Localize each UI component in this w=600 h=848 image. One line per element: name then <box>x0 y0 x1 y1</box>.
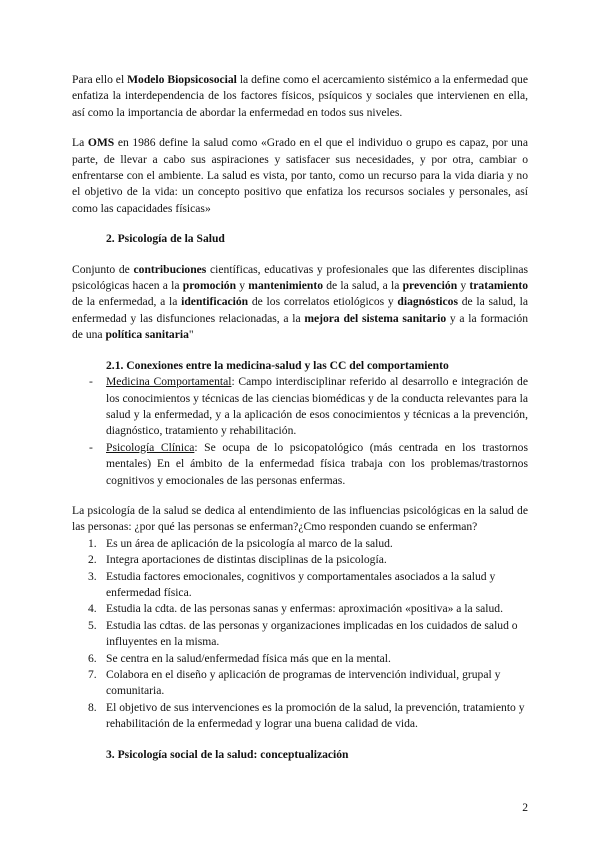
bold-term: prevención <box>402 279 458 293</box>
bold-term: promoción <box>182 279 237 293</box>
list-item <box>72 374 528 440</box>
list-item-text: Estudia la cdta. de las personas sanas y enfermas: aproximación «positiva» a la salud. <box>106 602 503 616</box>
paragraph-biopsychosocial-model <box>72 72 528 121</box>
subsection-heading-conexiones: 2.1. Conexiones entre la medicina-salud y las CC del comportamiento <box>106 358 449 372</box>
list-item <box>72 667 528 700</box>
text-run: de los correlatos etiológicos y <box>248 295 398 309</box>
list-number: 2. <box>88 553 97 567</box>
list-item-text: Integra aportaciones de distintas disciplinas de la psicología. <box>106 553 387 567</box>
numbered-list <box>72 536 528 733</box>
list-item <box>72 651 528 667</box>
list-item <box>72 536 528 552</box>
list-item <box>72 618 528 651</box>
list-number: 1. <box>88 536 97 550</box>
text-run: y <box>457 279 470 293</box>
bold-term: tratamiento <box>469 279 529 293</box>
list-item <box>72 552 528 568</box>
dash-list <box>72 374 528 489</box>
bold-term: política sanitaria <box>105 328 189 342</box>
dash-marker: - <box>89 440 93 454</box>
text-run: y a la formación de una <box>72 311 529 342</box>
paragraph-health-psychology-definition <box>72 262 528 344</box>
bold-term: Modelo Biopsicosocial <box>127 73 237 86</box>
list-item-text: : Campo interdisciplinar referido al desarrollo e integración de los conocimientos y técnicas de las ciencias biomédicas y de la conducta relevantes para la salud y la enfermedad, y a la aplicación de esos conocimientos y técnicas a la prevención, diagnóstico, tratamiento y rehabilitación. <box>106 375 528 438</box>
text-run: Conjunto de <box>72 262 134 276</box>
bold-term: OMS <box>87 136 115 150</box>
list-item-text: Estudia las cdtas. de las personas y organizaciones implicadas en los cuidados de salud o influyentes en la misma. <box>106 618 518 649</box>
list-number: 4. <box>88 602 97 616</box>
paragraph-health-psychology-scope: La psicología de la salud se dedica al entendimiento de las influencias psicológicas en la salud de las personas: ¿por qué las personas se enferman?¿Cmo responden cuando se enferman? <box>72 503 528 534</box>
list-item-text: Colabora en el diseño y aplicación de programas de intervención individual, grupal y comunitaria. <box>106 668 501 698</box>
list-item-text: : Se ocupa de lo psicopatológico (más centrada en los trastornos mentales) En el ámbito de la enfermedad física trabaja con los problemas/trastornos cognitivos y emocionales de las personas enfermas. <box>106 440 528 487</box>
underlined-term: Medicina Comportamental <box>106 375 232 389</box>
section-heading-psicologia-salud: 2. Psicología de la Salud <box>106 232 225 246</box>
text-run: de la salud, a la <box>323 279 403 293</box>
section-heading-psicologia-social: 3. Psicología social de la salud: conceptualización <box>106 747 349 761</box>
list-number: 3. <box>88 569 97 583</box>
text-run: Para ello el <box>72 73 128 86</box>
list-item <box>72 440 528 489</box>
text-run: La <box>72 136 88 150</box>
page-body <box>72 72 528 777</box>
list-item-text: Se centra en la salud/enfermedad física más que en la mental. <box>106 651 391 665</box>
text-run: de la enfermedad, a la <box>72 295 182 309</box>
text-run: la define como el acercamiento sistémico a la enfermedad que enfatiza la interdependencia de los factores físicos, psíquicos y sociales que intervienen en ella, así como la importancia de abordar la enfermedad en todos sus niveles. <box>72 73 528 119</box>
list-item-text: El objetivo de sus intervenciones es la promoción de la salud, la prevención, tratamiento y rehabilitación de la enfermedad y lograr una buena calidad de vida. <box>106 700 525 731</box>
list-item <box>72 569 528 602</box>
bold-term: mantenimiento <box>248 279 324 293</box>
list-item-text: Es un área de aplicación de la psicología al marco de la salud. <box>106 536 393 550</box>
text-run: y <box>236 279 249 293</box>
text-run: científicas, educativas y profesionales que las diferentes disciplinas psicológicas hacen a la <box>72 262 528 293</box>
list-number: 8. <box>88 700 97 714</box>
bold-term: identificación <box>181 295 249 309</box>
bold-term: contribuciones <box>133 262 207 276</box>
page-number: 2 <box>522 801 528 814</box>
text-run: " <box>188 328 194 342</box>
bold-term: mejora del sistema sanitario <box>304 311 447 325</box>
list-number: 6. <box>88 651 97 665</box>
list-item <box>72 700 528 733</box>
text-run: de la salud, la enfermedad y las disfunciones relacionadas, a la <box>72 295 528 325</box>
underlined-term: Psicología Clínica <box>106 440 195 454</box>
list-item <box>72 601 528 617</box>
paragraph-oms-definition <box>72 135 528 217</box>
dash-marker: - <box>89 375 93 389</box>
list-item-text: Estudia factores emocionales, cognitivos y comportamentales asociados a la salud y enfermedad física. <box>106 569 496 599</box>
text-run: en 1986 define la salud como «Grado en el que el individuo o grupo es capaz, por una parte, de llevar a cabo sus aspiraciones y satisfacer sus necesidades, y por otra, cambiar o enfrentarse con el ambiente. La salud es vista, por tanto, como un recurso para la vida diaria y no el objetivo de la vida: un concepto positivo que enfatiza los recursos sociales y personales, así como las capacidades físicas» <box>72 136 528 215</box>
bold-term: diagnósticos <box>397 295 458 309</box>
list-number: 5. <box>88 618 97 632</box>
list-number: 7. <box>88 668 97 681</box>
